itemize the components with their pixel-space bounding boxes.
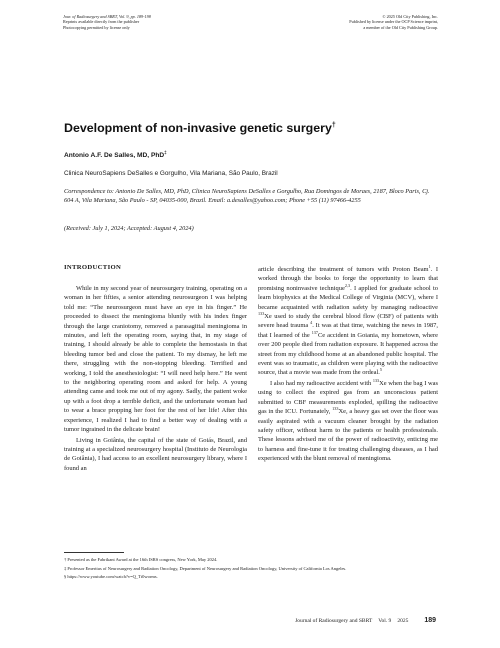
article-title bbox=[64, 121, 444, 135]
received-accepted-dates: (Received: July 1, 2024; Accepted: August 4, 2024) bbox=[64, 225, 194, 232]
body-column-right bbox=[258, 265, 438, 464]
journal-header-left bbox=[63, 14, 233, 30]
author-line bbox=[64, 150, 167, 159]
body-paragraph: While in my second year of neurosurgery training, operating on a woman in her fifties, a senior attending neurosurgeon I was helping told me: “The neurosurgeon must have an eye in his finger.” He proceeded to dissect the meningioma bluntly with his index finger through the large craniotomy, removed a parasagittal meningioma in minutes, and left the operating room, saying that, in my stage of training, I should already be able to complete the hemostasis in that bleeding tumor bed and close the patient. To my dismay, he left me there, struggling with the non-stopping bleeding. Terrified and working, I told the anesthesiologist: “I will need help here.” He went to the neighboring operating room and asked for help. A young attending came and took me out of my agony. Sadly, the patient woke up with a foot drop a terrible deficit, and the unfortunate woman had to wear a brace propping her foot for the rest of her life! After this experience, I realized I had to find a better way of dealing with a tumor ingrained in the delicate brain! bbox=[64, 285, 247, 434]
citation: 1 bbox=[428, 263, 431, 269]
header-line: a member of the Old City Publishing Group. bbox=[363, 24, 438, 30]
footnote[interactable]: § https://www.youtube.com/watch?v=Q_Tt0worms. bbox=[64, 574, 158, 580]
isotope-mass: 133 bbox=[258, 310, 265, 316]
citation: 5 bbox=[379, 367, 383, 373]
text-run: . It was at that time, watching the news in 1987, that I learned of the bbox=[258, 322, 438, 339]
journal-header-right bbox=[248, 14, 438, 30]
footnote: † Presented as the Fabrikant Award at the 16th ISRS congress, New York, May 2024. bbox=[64, 557, 218, 562]
citation: 2,3 bbox=[344, 282, 351, 288]
footnotes bbox=[64, 557, 436, 583]
citation: 4 bbox=[310, 320, 313, 326]
text-run: article describing the treatment of tumors with Proton Beam bbox=[258, 266, 429, 273]
body-column-left bbox=[64, 284, 247, 473]
isotope-mass: 133 bbox=[372, 377, 380, 383]
text-run: Ce accident in Goiania, my hometown, where over 200 people died from radiation exposure. It happened across the street from my childhood home at an abandoned public hospital. The event was so traumatic, as children were playing with the radioactive source, that a movie was made from the ordeal. bbox=[258, 331, 438, 377]
isotope-mass: 137 bbox=[311, 329, 318, 335]
text-run: Xe used to study the cerebral blood flow (CBF) of patients with severe head trauma bbox=[258, 313, 438, 330]
footnote-divider bbox=[64, 552, 124, 553]
header-line: Photocopying permitted by license only bbox=[63, 24, 130, 30]
text-run: . I worked through the books to forge the opportunity to learn that promising noninvasive technique bbox=[258, 266, 438, 292]
section-heading: INTRODUCTION bbox=[64, 264, 122, 271]
text-run: I also had my radioactive accident with bbox=[270, 379, 373, 387]
title-footnote-mark: † bbox=[331, 121, 336, 129]
text-run: Xe when the bag I was using to collect the expired gas from an unconscious patient submitted to CBF measurements exploded, spilling the radioactive gas in the ICU. Fortunately, bbox=[258, 379, 438, 416]
body-paragraph bbox=[258, 379, 438, 464]
body-paragraph: Living in Goiânia, the capital of the state of Goiás, Brazil, and training at a specialized neurosurgery hospital (Instituto de Neurologia de Goiânia), I had access to an excellent neurosurgery library, where I found an bbox=[64, 436, 247, 472]
footnote: ‡ Professor Emeritus of Neurosurgery and Radiation Oncology, Department of Neurosurgery and Radiation Oncology, University of California Los Angeles. bbox=[64, 565, 347, 571]
page-number: 189 bbox=[424, 617, 436, 624]
page-footer bbox=[295, 617, 436, 624]
header-line: Published by license under the OCP Science imprint, bbox=[349, 19, 438, 25]
title-text: Development of non-invasive genetic surgery bbox=[64, 121, 332, 135]
footer-year: 2025 bbox=[397, 618, 409, 624]
affiliation: Clinica NeuroSapiens DeSalles e Gorgulho, Vila Mariana, São Paulo, Brazil bbox=[64, 170, 278, 177]
isotope-mass: 133 bbox=[332, 405, 339, 411]
body-paragraph bbox=[258, 265, 438, 378]
footer-volume: Vol. 9 bbox=[378, 618, 392, 624]
header-line: Reprints available directly from the publisher bbox=[63, 19, 140, 25]
author-name: Antonio A.F. De Salles, MD, PhD bbox=[64, 152, 165, 160]
correspondence: Correspondence to: Antonio De Salles, MD, PhD, Clinica NeuroSapiens DeSalles e Gorgulho, Rua Domingos de Moraes, 2187, Bloco Paris, Cj. 604 A, Vila Mariana, São Paulo - SP, 04035-000, Brazil. Email: a.desalles@yahoo.com; Phone +55 (11) 97466-4255 bbox=[64, 188, 430, 205]
author-footnote-mark: ‡ bbox=[164, 150, 167, 155]
header-line: © 2025 Old City Publishing, Inc. bbox=[382, 14, 438, 19]
header-line: Jour. of Radiosurgery and SBRT, Vol. 9, pp. 189-198 bbox=[63, 14, 151, 19]
text-run: . I applied for graduate school to learn biophysics at the Medical College of Virginia (MCV), where I became acquainted with radiation safety by managing radioactive bbox=[258, 284, 438, 311]
text-run: Xe, a heavy gas set over the floor was easily aspirated with a vacuum cleaner brought by the radiation safety officer, without harm to the patients or health professionals. These lessons advised me of the power of radioactivity, enticing me to harness and fine-tune it for treating challenging diseases, as I had experienced with the blunt removal of meningioma. bbox=[258, 408, 438, 463]
footer-journal: Journal of Radiosurgery and SBRT bbox=[295, 618, 373, 624]
